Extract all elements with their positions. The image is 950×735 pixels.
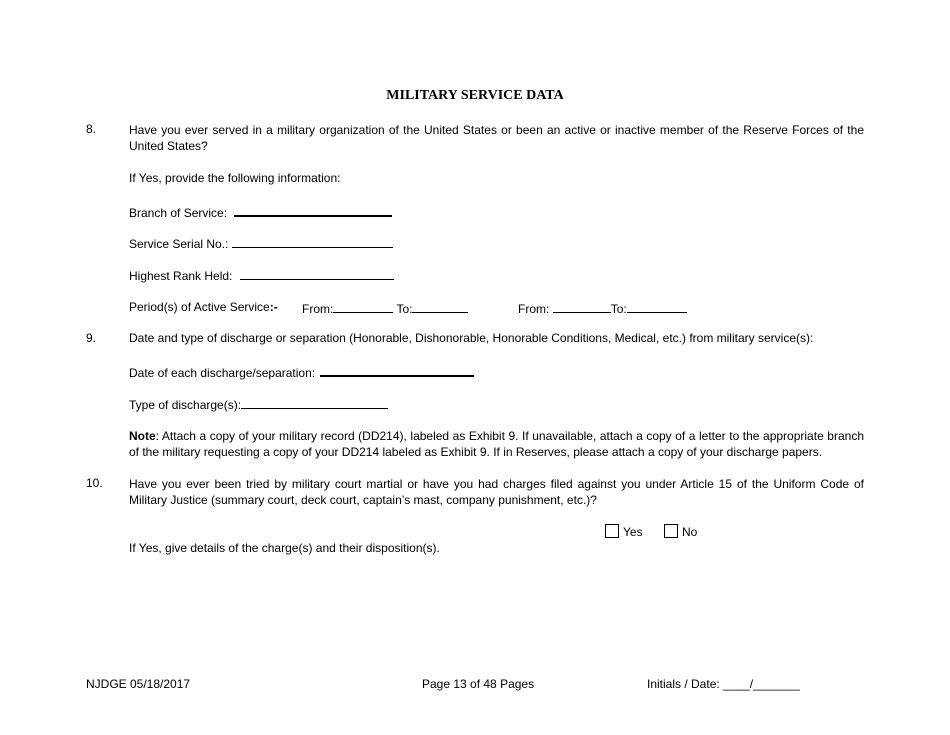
form-id: NJDGE 05/18/2017 bbox=[86, 677, 191, 691]
branch-of-service-field[interactable] bbox=[234, 203, 392, 217]
discharge-date-label: Date of each discharge/separation: bbox=[129, 366, 316, 380]
q8-if-yes-text: If Yes, provide the following information: bbox=[129, 171, 341, 185]
initials-date bbox=[647, 677, 800, 691]
no-checkbox[interactable] bbox=[664, 524, 678, 538]
active-service-label-row bbox=[129, 300, 278, 314]
branch-of-service-label: Branch of Service: bbox=[129, 206, 228, 220]
service-serial-field[interactable] bbox=[232, 235, 393, 248]
service-serial-row bbox=[129, 235, 393, 251]
period-1-to-field[interactable] bbox=[412, 300, 468, 313]
period-1-from-field[interactable] bbox=[333, 300, 393, 313]
period-2-to-label: To: bbox=[610, 302, 627, 316]
active-service-suffix: :- bbox=[269, 300, 278, 314]
discharge-type-label: Type of discharge(s): bbox=[129, 398, 242, 412]
question-number-9: 9. bbox=[86, 331, 97, 345]
q10-if-yes-text: If Yes, give details of the charge(s) and their disposition(s). bbox=[129, 541, 440, 555]
highest-rank-field[interactable] bbox=[240, 267, 394, 280]
period-1-from-label: From: bbox=[302, 302, 334, 316]
period-2-from-label: From: bbox=[518, 302, 550, 316]
branch-of-service-row bbox=[129, 203, 392, 220]
discharge-date-row bbox=[129, 363, 474, 380]
yes-option[interactable] bbox=[605, 524, 643, 539]
period-1-to-label: To: bbox=[396, 302, 413, 316]
discharge-type-row bbox=[129, 396, 388, 412]
page-title: MILITARY SERVICE DATA bbox=[386, 88, 564, 103]
period-2-from-field[interactable] bbox=[553, 300, 611, 313]
service-serial-label: Service Serial No.: bbox=[129, 237, 229, 251]
question-10-text: Have you ever been tried by military court martial or have you had charges filed against you under Article 15 of the Uniform Code of Military Justice (summary court, deck court, captain’s mast, company punishment, etc.)? bbox=[129, 477, 864, 507]
initials-label: Initials / Date: bbox=[647, 677, 720, 691]
no-option[interactable] bbox=[664, 524, 697, 539]
no-label: No bbox=[682, 525, 698, 539]
discharge-date-field[interactable] bbox=[320, 363, 474, 377]
question-9-text: Date and type of discharge or separation (Honorable, Dishonorable, Honorable Conditions, Medical, etc.) from military service(s): bbox=[129, 331, 814, 345]
note-text: : Attach a copy of your military record (DD214), labeled as Exhibit 9. If unavailable, attach a copy of a letter to the appropriate branch of the military requesting a copy of your DD214 labeled as Exhibit 9. If in Reserves, please attach a copy of your discharge papers. bbox=[129, 429, 864, 459]
page-number: Page 13 of 48 Pages bbox=[422, 677, 535, 691]
question-number-8: 8. bbox=[86, 122, 97, 136]
exhibit-note bbox=[129, 428, 864, 460]
highest-rank-row bbox=[129, 267, 394, 283]
discharge-type-field[interactable] bbox=[241, 396, 388, 409]
period-2-to-field[interactable] bbox=[627, 300, 687, 313]
active-service-label: Period(s) of Active Service bbox=[129, 300, 270, 314]
question-number-10: 10. bbox=[86, 476, 103, 490]
note-bold-label: Note bbox=[129, 429, 156, 443]
period-1 bbox=[302, 300, 468, 316]
highest-rank-label: Highest Rank Held: bbox=[129, 269, 233, 283]
period-2 bbox=[518, 300, 687, 316]
yes-label: Yes bbox=[623, 525, 643, 539]
question-8-text: Have you ever served in a military organization of the United States or been an active or inactive member of the Reserve Forces of the United States? bbox=[129, 123, 864, 153]
initials-blank[interactable]: ____/_______ bbox=[723, 677, 800, 691]
yes-checkbox[interactable] bbox=[605, 524, 619, 538]
